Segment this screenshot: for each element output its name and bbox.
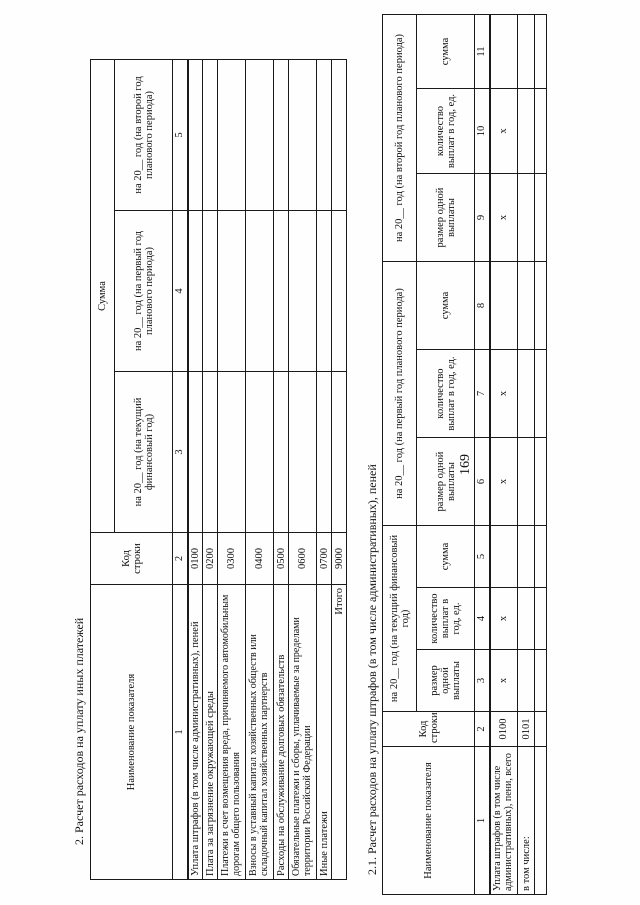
row-code: 0101 bbox=[518, 712, 535, 747]
header-sum: сумма bbox=[417, 14, 475, 88]
empty-cell bbox=[274, 372, 289, 533]
col-number: 11 bbox=[475, 14, 490, 88]
header-code: Код строки bbox=[91, 533, 173, 585]
empty-cell bbox=[289, 372, 317, 533]
row-code: 0500 bbox=[274, 533, 289, 585]
empty-cell bbox=[535, 526, 547, 588]
mark-cell: х bbox=[490, 650, 518, 712]
row-code: 0400 bbox=[246, 533, 274, 585]
empty-cell bbox=[203, 59, 218, 210]
empty-cell bbox=[332, 211, 347, 372]
col-number: 5 bbox=[475, 526, 490, 588]
mark-cell: х bbox=[490, 89, 518, 174]
row-name: Расходы на обслуживание долговых обязательств bbox=[274, 585, 289, 880]
header-year-second: на 20__ год (на второй год планового периода) bbox=[383, 14, 417, 261]
mark-cell: х bbox=[490, 588, 518, 650]
col-number: 2 bbox=[173, 533, 188, 585]
empty-cell bbox=[535, 174, 547, 262]
header-sum: сумма bbox=[417, 526, 475, 588]
row-name: Плата за загрязнение окружающей среды bbox=[203, 585, 218, 880]
row-code: 0600 bbox=[289, 533, 317, 585]
header-year-current: на 20__ год (на текущий финансовый год) bbox=[383, 526, 417, 712]
col-number: 10 bbox=[475, 89, 490, 174]
col-number: 7 bbox=[475, 350, 490, 438]
empty-cell bbox=[246, 59, 274, 210]
empty-cell bbox=[535, 262, 547, 350]
table-row bbox=[518, 14, 535, 894]
empty-cell bbox=[535, 588, 547, 650]
empty-cell bbox=[289, 59, 317, 210]
table-row bbox=[274, 59, 289, 879]
header-name: Наименование показателя bbox=[383, 747, 475, 895]
col-number: 4 bbox=[475, 588, 490, 650]
header-sum: Сумма bbox=[91, 59, 115, 532]
row-code: 0200 bbox=[203, 533, 218, 585]
empty-cell bbox=[317, 372, 332, 533]
empty-cell bbox=[535, 14, 547, 88]
empty-cell bbox=[274, 211, 289, 372]
empty-cell bbox=[188, 59, 203, 210]
page-number: 169 bbox=[458, 454, 473, 475]
empty-cell bbox=[518, 650, 535, 712]
col-number: 1 bbox=[173, 585, 188, 880]
empty-cell bbox=[518, 89, 535, 174]
empty-cell bbox=[518, 262, 535, 350]
total-code: 9000 bbox=[332, 533, 347, 585]
col-number: 9 bbox=[475, 174, 490, 262]
row-name: Обязательные платежи и сборы, уплачиваемые за пределами территории Российской Федерации bbox=[289, 585, 317, 880]
col-number: 4 bbox=[173, 211, 188, 372]
col-number: 8 bbox=[475, 262, 490, 350]
row-name: Уплата штрафов (в том числе административных), пеней bbox=[188, 585, 203, 880]
other-payments-table bbox=[90, 59, 347, 880]
empty-cell bbox=[535, 350, 547, 438]
empty-cell bbox=[332, 372, 347, 533]
empty-cell bbox=[246, 372, 274, 533]
empty-cell bbox=[535, 650, 547, 712]
header-year-first: на 20__ год (на первый год планового периода) bbox=[383, 262, 417, 526]
table-row bbox=[317, 59, 332, 879]
empty-cell bbox=[535, 89, 547, 174]
empty-cell bbox=[518, 350, 535, 438]
empty-cell bbox=[218, 372, 246, 533]
empty-cell bbox=[490, 14, 518, 88]
header-count: количество выплат в год, ед. bbox=[417, 89, 475, 174]
empty-cell bbox=[317, 211, 332, 372]
empty-cell bbox=[289, 211, 317, 372]
empty-cell bbox=[518, 526, 535, 588]
empty-cell bbox=[246, 211, 274, 372]
row-name: Уплата штрафов (в том числе административных), пени, всего bbox=[490, 747, 518, 895]
empty-cell bbox=[535, 747, 547, 895]
col-number: 2 bbox=[475, 712, 490, 747]
col-number: 6 bbox=[475, 438, 490, 526]
mark-cell: х bbox=[490, 174, 518, 262]
empty-cell bbox=[203, 211, 218, 372]
col-number: 3 bbox=[173, 372, 188, 533]
header-name: Наименование показателя bbox=[91, 585, 173, 880]
table-row bbox=[289, 59, 317, 879]
empty-cell bbox=[518, 174, 535, 262]
empty-cell bbox=[518, 588, 535, 650]
section2-title: 2.1. Расчет расходов на уплату штрафов (в том числе административных), пеней bbox=[365, 464, 379, 875]
header-year-first: на 20__ год (на первый год планового периода) bbox=[115, 211, 173, 372]
row-code: 0100 bbox=[188, 533, 203, 585]
table-row bbox=[203, 59, 218, 879]
mark-cell: х bbox=[490, 350, 518, 438]
empty-cell bbox=[274, 59, 289, 210]
row-name: Взносы в уставный капитал хозяйственных обществ или складочный капитал хозяйственных партнерств bbox=[246, 585, 274, 880]
empty-cell bbox=[535, 712, 547, 747]
empty-cell bbox=[188, 372, 203, 533]
total-row bbox=[332, 59, 347, 879]
row-code: 0100 bbox=[490, 712, 518, 747]
empty-cell bbox=[535, 438, 547, 526]
empty-cell bbox=[203, 372, 218, 533]
empty-cell bbox=[188, 211, 203, 372]
header-sum: сумма bbox=[417, 262, 475, 350]
header-year-current: на 20__ год (на текущий финансовый год) bbox=[115, 372, 173, 533]
row-name: Платежи в счет возмещения вреда, причиняемого автомобильным дорогам общего пользования bbox=[218, 585, 246, 880]
col-number: 3 bbox=[475, 650, 490, 712]
header-year-second: на 20__ год (на второй год планового периода) bbox=[115, 59, 173, 210]
table-row bbox=[490, 14, 518, 894]
empty-cell bbox=[218, 59, 246, 210]
row-code: 0700 bbox=[317, 533, 332, 585]
empty-cell bbox=[518, 14, 535, 88]
empty-cell bbox=[518, 438, 535, 526]
table-row bbox=[246, 59, 274, 879]
header-count: количество выплат в год, ед. bbox=[417, 588, 475, 650]
row-code: 0300 bbox=[218, 533, 246, 585]
row-name: Иные платежи bbox=[317, 585, 332, 880]
total-label: Итого bbox=[332, 585, 347, 880]
header-size: размер одной выплаты bbox=[417, 650, 475, 712]
col-number: 1 bbox=[475, 747, 490, 895]
header-count: количество выплат в год, ед. bbox=[417, 350, 475, 438]
fines-table bbox=[382, 14, 547, 895]
empty-cell bbox=[332, 59, 347, 210]
mark-cell: х bbox=[490, 438, 518, 526]
empty-cell bbox=[218, 211, 246, 372]
table-row bbox=[218, 59, 246, 879]
header-size: размер одной выплаты bbox=[417, 174, 475, 262]
header-code: Код строки bbox=[383, 712, 475, 747]
col-number: 5 bbox=[173, 59, 188, 210]
row-name: в том числе: bbox=[518, 747, 535, 895]
table-row bbox=[535, 14, 547, 894]
empty-cell bbox=[490, 262, 518, 350]
table-row bbox=[188, 59, 203, 879]
header-size: размер одной выплаты bbox=[417, 438, 475, 526]
empty-cell bbox=[490, 526, 518, 588]
empty-cell bbox=[317, 59, 332, 210]
section1-title: 2. Расчет расходов на уплату иных платежей bbox=[72, 617, 86, 845]
